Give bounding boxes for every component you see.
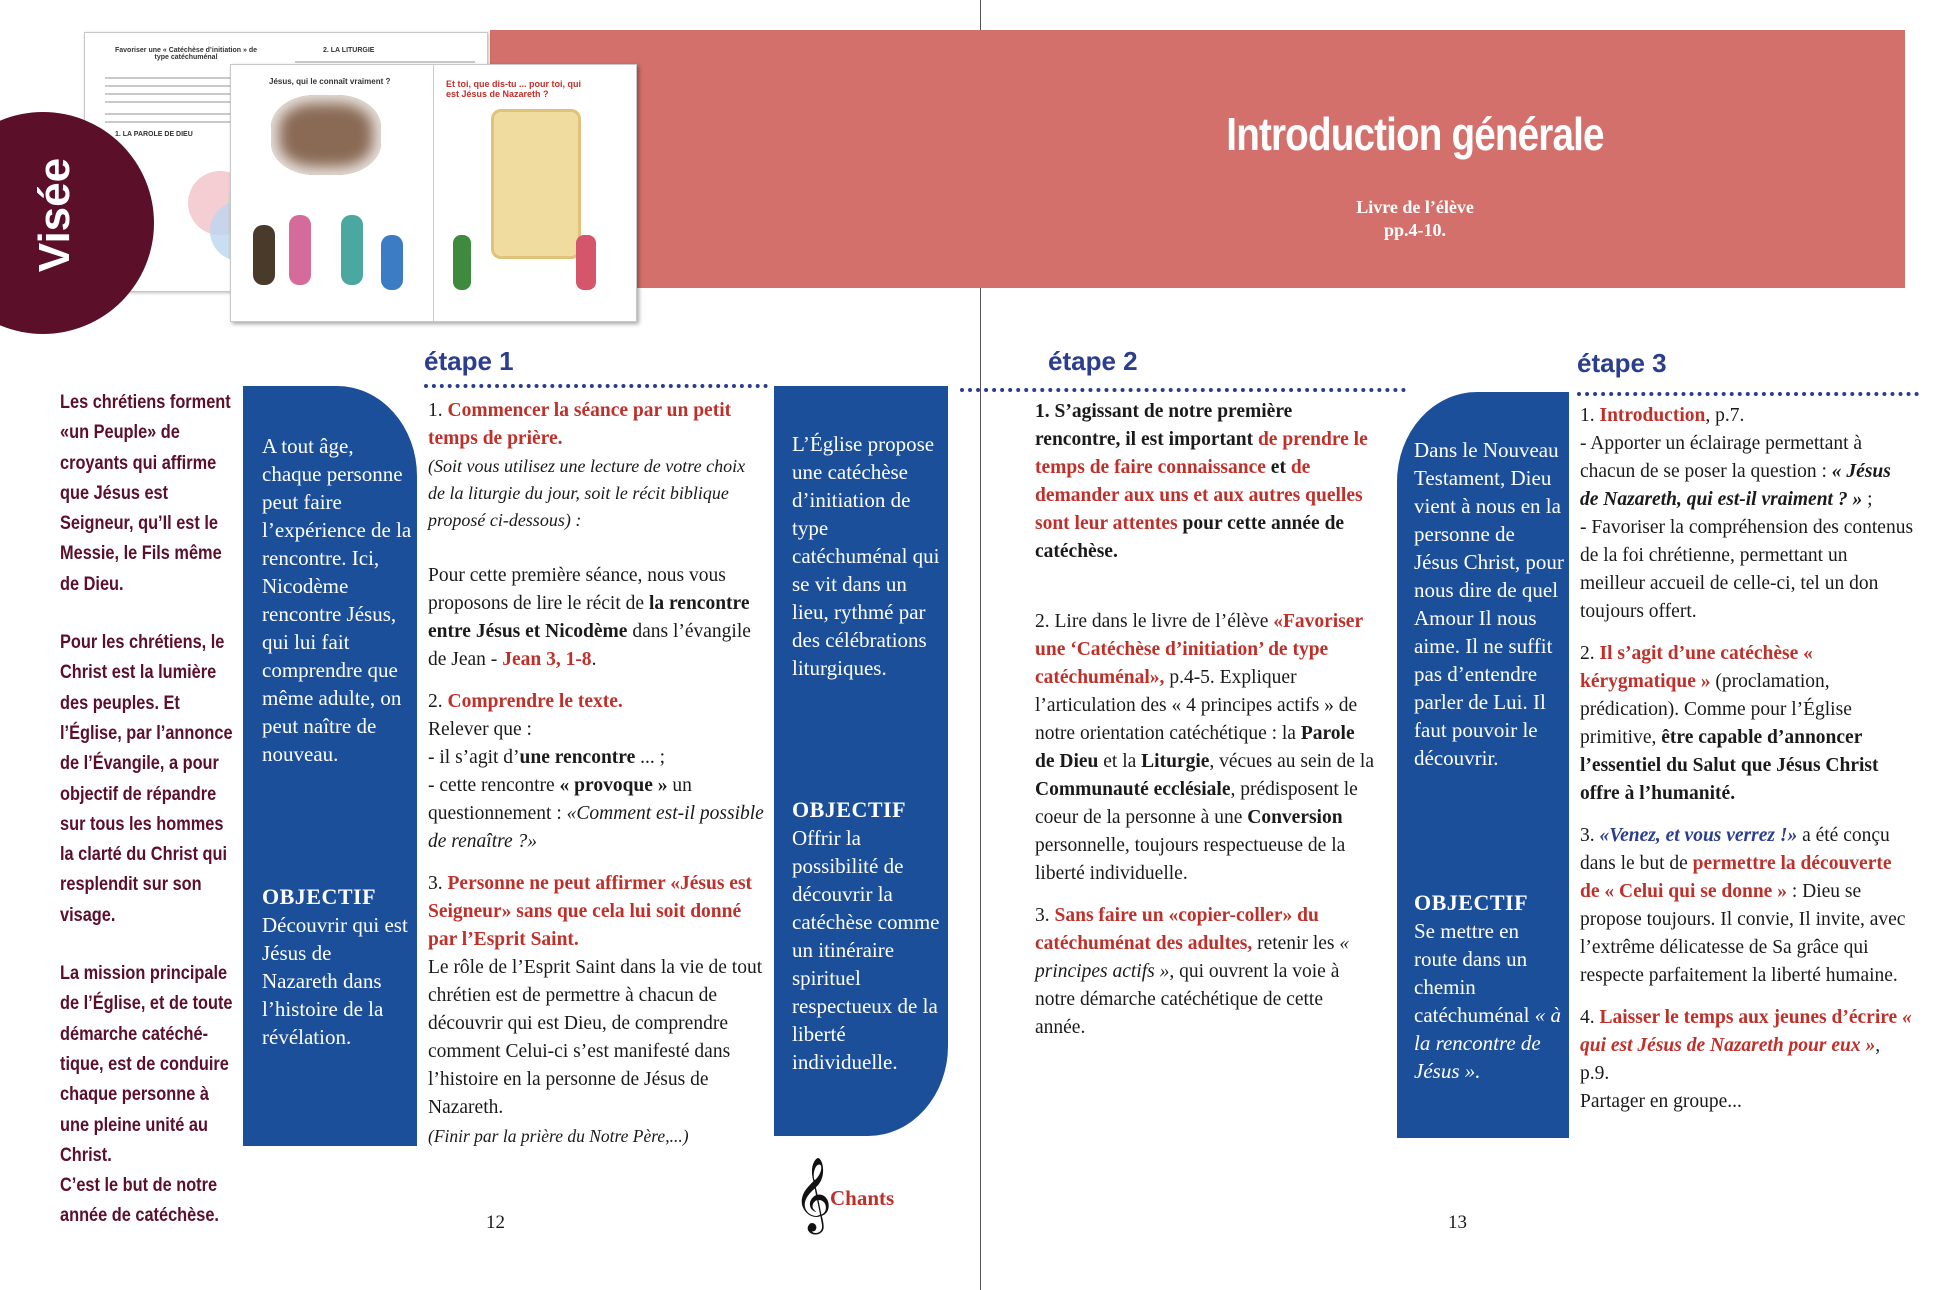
info-box-2-objectif-text: Offrir la possibilité de découvrir la catéchèse comme un itinéraire spirituel respectueux de la liberté individuelle.	[792, 826, 940, 1074]
text-red: Sans faire un «copier-coller» du catéchuménat des adultes,	[1035, 905, 1319, 954]
text-red: de demander aux uns et aux autres	[1035, 457, 1311, 506]
info-box-1-objectif-text: Découvrir qui est Jésus de Nazareth dans l’histoire de la révélation.	[262, 913, 408, 1049]
thumb-left-bubble: Jésus, qui le connaît vraiment ?	[269, 77, 391, 86]
text: , vécues au sein de la	[1209, 751, 1375, 772]
thumb-child-figure	[341, 215, 363, 285]
book-reference	[1310, 196, 1520, 242]
step3-item2	[1580, 640, 1914, 808]
info-box-2-text: L’Église propose une catéchèse d’initiation de type catéchuménal qui se vit dans un lieu, rythmé par des célébrations liturgiques.	[792, 432, 940, 680]
step1-note: (Soit vous utilisez une lecture de votre choix de la liturgie du jour, soit le récit biblique proposé ci-dessous) :	[428, 456, 746, 530]
step2-item3	[1035, 902, 1375, 1042]
visee-paragraph: La mission principale de l’Église, et de toute démarche catéché-tique, est de conduire chaque personne à une pleine unité au Christ.	[60, 963, 233, 1166]
text-bold: être capable d’annoncer l’essentiel du Salut que Jésus Christ offre à l’humanité.	[1580, 727, 1879, 804]
page-number-right: 13	[1448, 1212, 1467, 1233]
bible-reference: Jean 3, 1-8	[502, 649, 592, 670]
text: - cette rencontre	[428, 775, 555, 796]
text-bold: Liturgie	[1141, 751, 1210, 772]
etape-3-heading: étape 3	[1577, 348, 1667, 378]
text: : Dieu se propose toujours. Il convie, Il invite, avec l’extrême délicatesse de Sa grâce qui respecte parfaitement la liberté humaine.	[1580, 881, 1906, 986]
text: , p.7.	[1705, 405, 1745, 426]
step1-bullet	[428, 772, 766, 856]
page-number-left: 12	[486, 1212, 505, 1233]
step3-item1	[1580, 402, 1914, 430]
text-italic: «Comment est-il possible de renaître ?»	[428, 803, 764, 852]
item-number: 3.	[428, 873, 448, 894]
item-title: Commencer la séance par un petit temps de prière.	[428, 400, 732, 449]
objectif-italic: « à la rencontre de Jésus ».	[1414, 1003, 1561, 1083]
step3-item3	[1580, 822, 1914, 990]
visee-paragraph: Pour les chrétiens, le Christ est la lumière des peuples. Et l’Église, par l’annonce de l’Évangile, a pour objectif de répandre sur tous les hommes la clarté du Christ qui resplendit sur son visage.	[60, 632, 233, 926]
text: a été conçu dans le but de	[1580, 825, 1890, 874]
text: ;	[1867, 489, 1873, 510]
thumb-child-figure	[381, 235, 403, 290]
chants-link[interactable]: Chants	[830, 1186, 895, 1210]
text: ... ;	[640, 747, 666, 768]
thumb-child-figure	[253, 225, 275, 285]
treble-clef-icon: 𝄞	[794, 1159, 832, 1230]
step3-item4	[1580, 1004, 1914, 1088]
text: p.4-5. Expliquer l’articulation des « 4 principes actifs » de notre orientation catéchétique : la	[1035, 667, 1358, 744]
book-reference-line2: pp.4-10.	[1383, 220, 1446, 240]
etape-1-heading: étape 1	[424, 346, 514, 376]
visee-paragraph: Les chrétiens forment «un Peuple» de croyants qui affirme que Jésus est Seigneur, qu’Il est le Messie, le Fils même de Dieu.	[60, 392, 231, 595]
step1-intro: Relever que :	[428, 719, 532, 740]
text: - Apporter un éclairage permettant à chacun de se poser la question :	[1580, 433, 1863, 482]
visee-paragraph: C’est le but de notre année de catéchèse.	[60, 1175, 219, 1227]
dotted-divider	[1577, 392, 1919, 396]
step1-item3	[428, 870, 766, 954]
item-number: 3.	[1580, 825, 1600, 846]
info-box-3-text: Dans le Nouveau Testament, Dieu vient à nous en la personne de Jésus Christ, pour nous dire de quel Amour Il nous aime. Il ne suffit pas d’entendre parler de Lui. Il faut pouvoir le découvrir.	[1414, 438, 1564, 770]
thumb-back-section1: 1. LA PAROLE DE DIEU	[115, 131, 193, 138]
text-bold: Parole de Dieu	[1035, 723, 1355, 772]
item-number: 1.	[428, 400, 448, 421]
text: pour cette année de catéchèse.	[1035, 513, 1345, 562]
step2-item2	[1035, 608, 1375, 888]
thumb-back-section2: 2. LA LITURGIE	[323, 47, 375, 54]
thumb-back-title: Favoriser une « Catéchèse d’initiation » de type catéchuménal	[115, 47, 257, 61]
text: 1. S’agissant de notre première rencontre, il est important	[1035, 401, 1293, 450]
item-number: 2.	[1580, 643, 1600, 664]
info-box-1-objectif-label: OBJECTIF	[262, 884, 377, 909]
text: et	[1270, 457, 1286, 478]
info-box-1-text: A tout âge, chaque personne peut faire l’expérience de la rencontre. Ici, Nicodème rencontre Jésus, qui lui fait comprendre que même adulte, on peut naître de nouveau.	[262, 434, 412, 766]
etape-3-column	[1580, 402, 1914, 1116]
thumb-child-figure	[576, 235, 596, 290]
text-italic-blue: «Venez, et vous verrez !»	[1599, 825, 1798, 846]
text: un questionnement :	[428, 775, 692, 824]
step2-item1	[1035, 398, 1375, 566]
text: personnelle, toujours respectueuse de la liberté individuelle.	[1035, 835, 1346, 884]
text: retenir les	[1257, 933, 1335, 954]
text-bold: Conversion	[1247, 807, 1343, 828]
step3-bullet: - Favoriser la compréhension des contenus de la foi chrétienne, permettant un meilleur accueil de celle-ci, tel un don toujours offert.	[1580, 517, 1914, 622]
text-red: permettre la découverte de « Celui qui se donne »	[1580, 853, 1892, 902]
dotted-divider	[424, 384, 768, 388]
etape-1-column	[428, 397, 766, 1150]
step1-item1	[428, 397, 766, 453]
thumb-right-bubble: Et toi, que dis-tu ... pour toi, qui est Jésus de Nazareth ?	[446, 79, 581, 99]
text-red: Introduction	[1599, 405, 1706, 426]
info-box-3-objectif-label: OBJECTIF	[1414, 890, 1529, 915]
item-number: 4.	[1580, 1007, 1600, 1028]
text: (proclamation, prédication). Comme pour l’Église primitive,	[1580, 671, 1852, 748]
text-bold: « provoque »	[559, 775, 668, 796]
visee-label: Visée	[30, 157, 79, 273]
text: , p.9.	[1580, 1035, 1881, 1084]
objectif-text: Se mettre en route dans un chemin catéchuménal	[1414, 919, 1530, 1027]
etape-2-heading: étape 2	[1048, 346, 1138, 376]
thumb-scroll-image	[491, 109, 581, 259]
text: 2. Lire dans le livre de l’élève	[1035, 611, 1269, 632]
text: - il s’agit d’	[428, 747, 520, 768]
book-reference-line1: Livre de l’élève	[1356, 197, 1474, 217]
step1-item2	[428, 688, 766, 716]
text: Pour cette première séance, nous vous proposons de lire le récit de	[428, 565, 726, 614]
text-red-italic: « qui est Jésus de Nazareth pour eux »	[1580, 1007, 1912, 1056]
etape-2-column	[1035, 398, 1375, 1042]
text-red: Laisser le temps aux jeunes d’écrire	[1599, 1007, 1898, 1028]
step3-bullet	[1580, 430, 1914, 514]
thumb-child-figure	[453, 235, 471, 290]
text: et la	[1103, 751, 1137, 772]
text-red: Il s’agit d’une catéchèse « kérygmatique »	[1580, 643, 1813, 692]
step1-closing-note: (Finir par la prière du Notre Père,...)	[428, 1126, 689, 1146]
text-bold: une rencontre	[519, 747, 636, 768]
info-box-3-objectif-text	[1414, 917, 1564, 1085]
text: , prédisposent le coeur de la personne à une	[1035, 779, 1358, 828]
text: , qui ouvrent la voie à notre démarche catéchétique de cette année.	[1035, 961, 1340, 1038]
text-bold: Communauté ecclésiale	[1035, 779, 1231, 800]
thumb-child-figure	[289, 215, 311, 285]
text-italic: « principes actifs »	[1035, 933, 1350, 982]
text-red: quelles sont leur attentes	[1035, 485, 1363, 534]
step1-paragraph: Pour cette première séance, nous vous proposons de lire le récit de la rencontre entre Jésus et Nicodème dans l’évangile de Jean - Jean 3, 1-8.	[428, 565, 751, 670]
dotted-divider	[960, 388, 1406, 392]
page-title: Introduction générale	[1226, 108, 1604, 160]
text-bold: la rencontre entre Jésus et Nicodème	[428, 593, 750, 642]
item-number: 2.	[428, 691, 448, 712]
step1-bullet	[428, 744, 766, 772]
text: dans l’évangile de Jean -	[428, 621, 751, 670]
step1-body: Le rôle de l’Esprit Saint dans la vie de tout chrétien est de permettre à chacun de découvrir qui est Dieu, de comprendre comment Celui-ci s’est manifesté dans l’histoire en la personne de Jésus de Nazareth.	[428, 957, 763, 1118]
text-red: de prendre le temps de faire connaissance	[1035, 429, 1368, 478]
info-box-2-objectif-label: OBJECTIF	[792, 797, 907, 822]
item-title: Personne ne peut affirmer «Jésus est Seigneur» sans que cela lui soit donné par l’Esprit Saint.	[428, 873, 753, 950]
visee-text-column	[60, 388, 233, 1260]
step3-closing: Partager en groupe...	[1580, 1091, 1742, 1112]
item-number: 3.	[1035, 905, 1055, 926]
text-red: «Favoriser une ‘Catéchèse d’initiation’ de type catéchuménal»,	[1035, 611, 1363, 688]
title-banner	[490, 30, 1905, 288]
item-title: Comprendre le texte.	[447, 691, 623, 712]
booklet-thumbnail-front	[230, 64, 637, 322]
thumb-jesus-image	[271, 95, 381, 175]
item-number: 1.	[1580, 405, 1600, 426]
text-italic: « Jésus de Nazareth, qui est-il vraiment ? »	[1580, 461, 1891, 510]
